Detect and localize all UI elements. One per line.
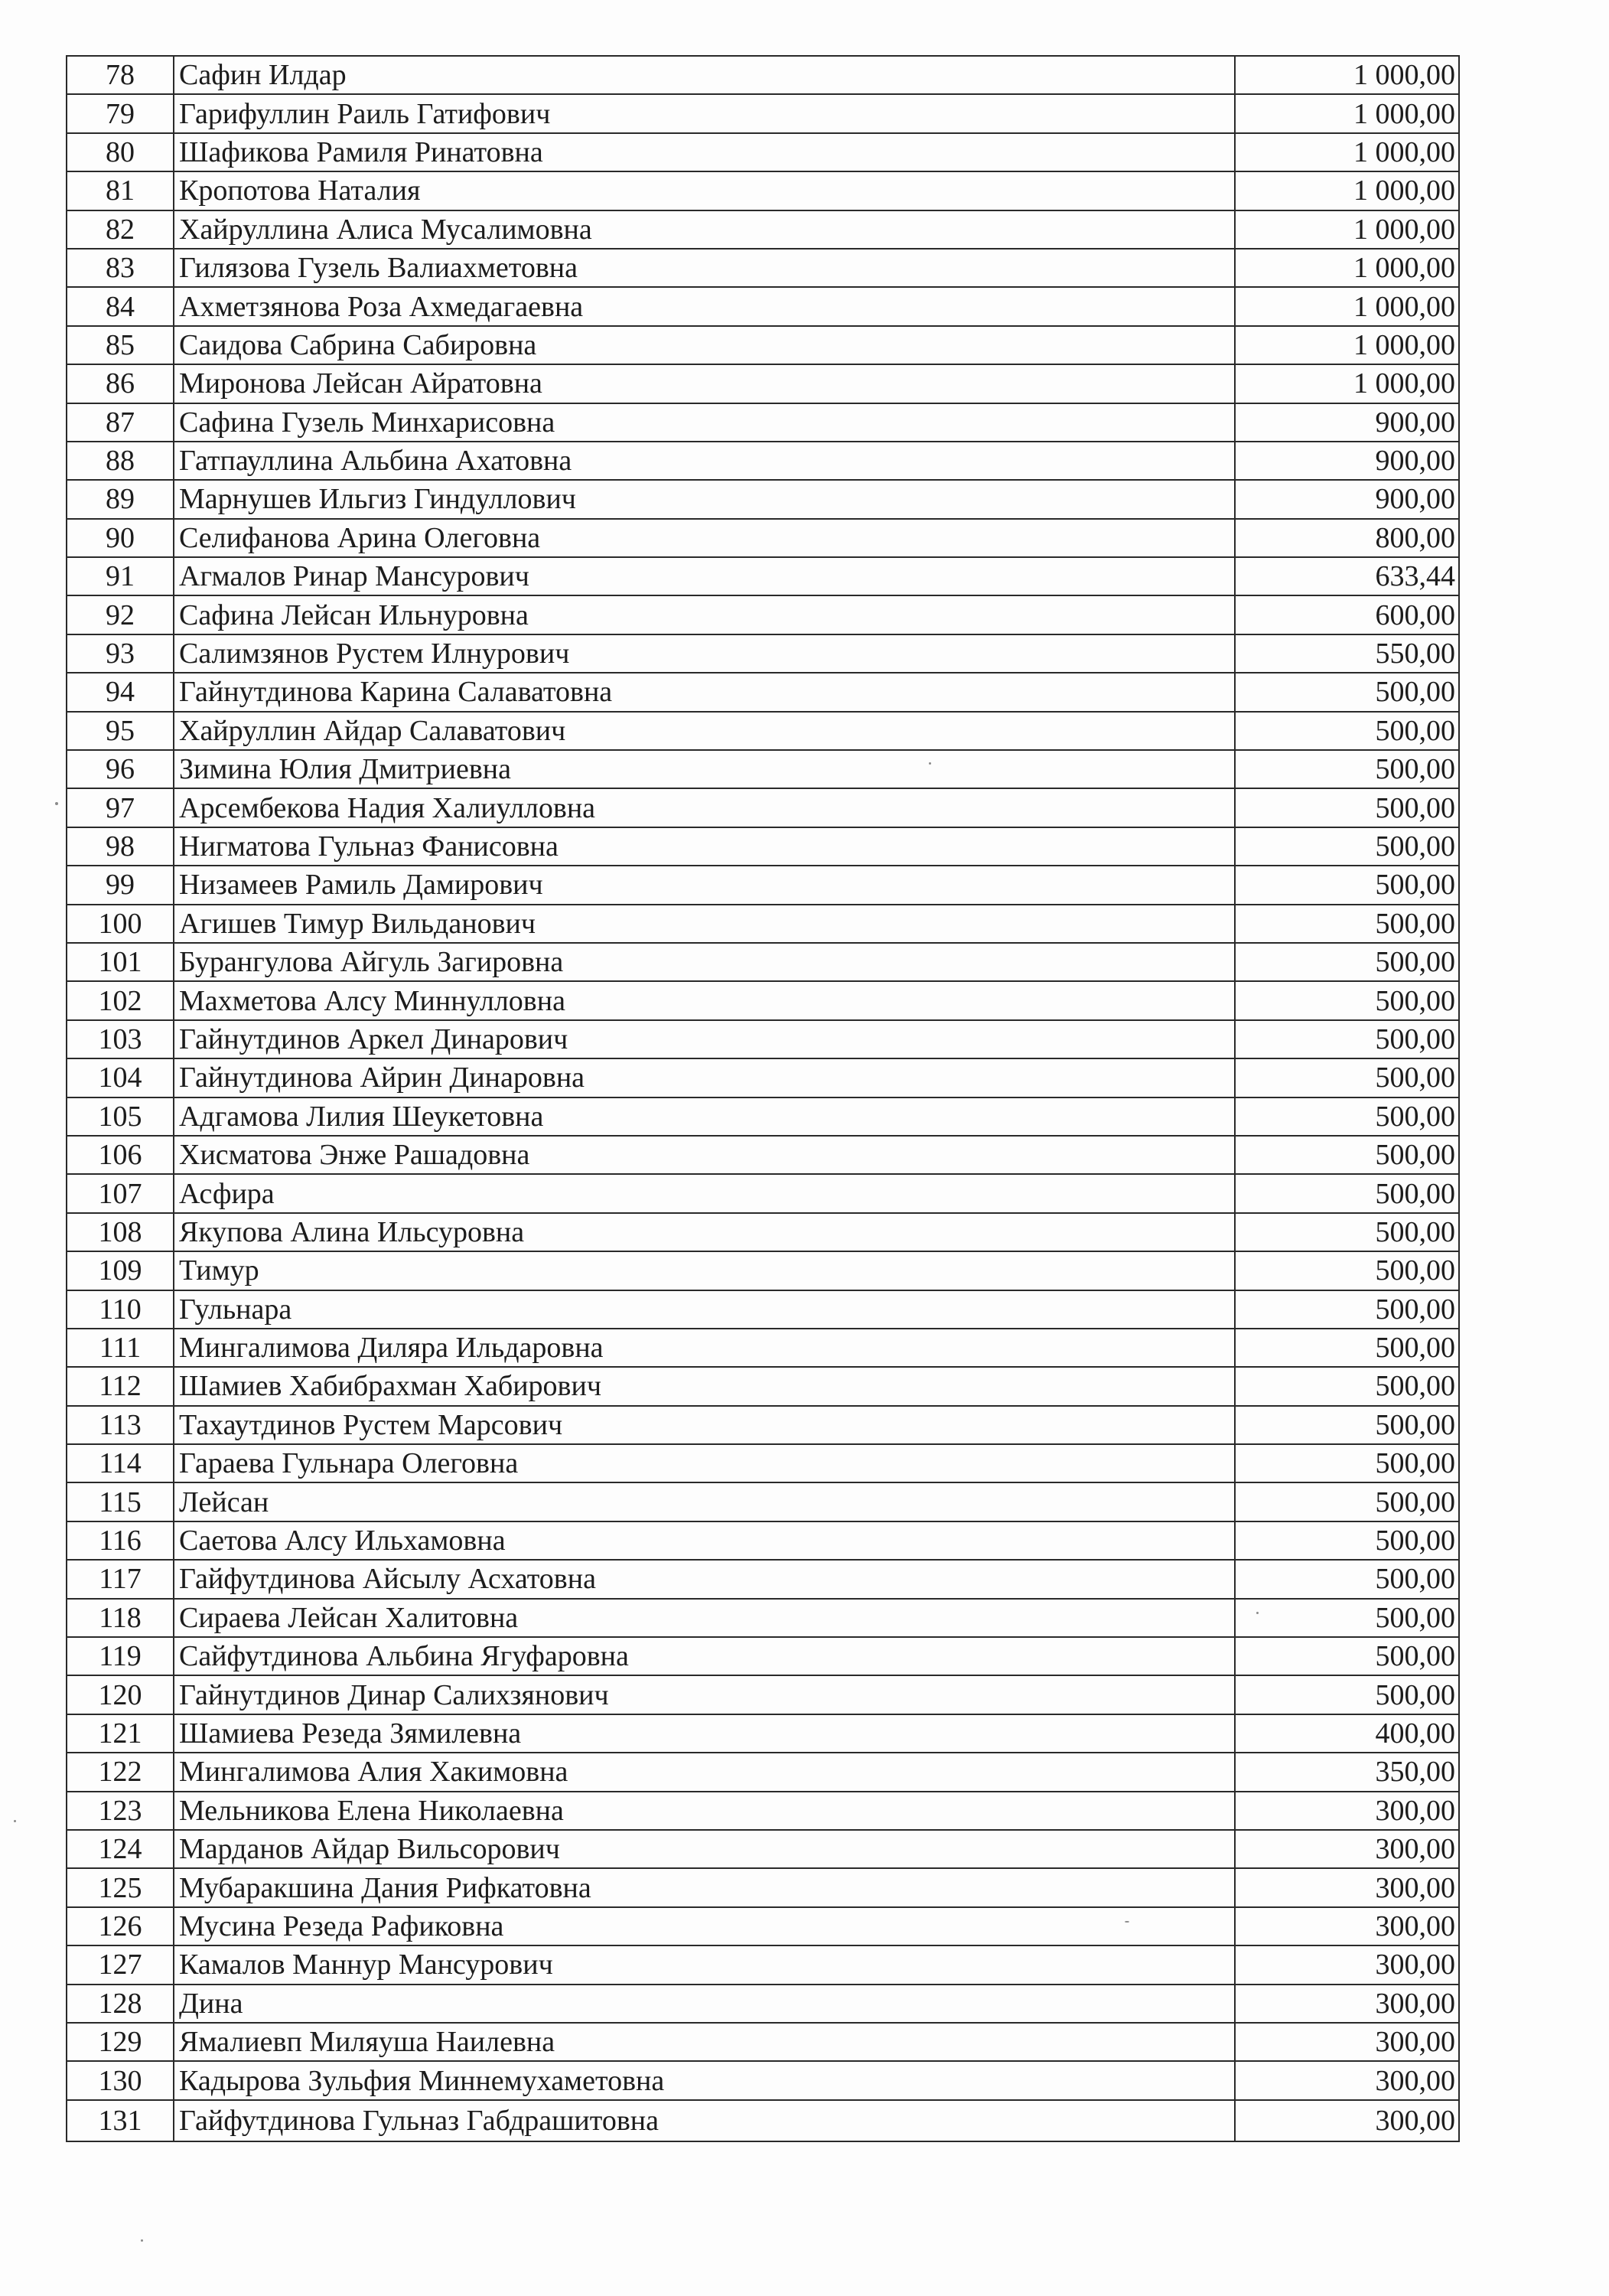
table-row xyxy=(67,442,1459,480)
donation-amount: 500,00 xyxy=(1235,827,1459,866)
row-number: 97 xyxy=(67,788,174,827)
row-number: 118 xyxy=(67,1599,174,1637)
row-number: 100 xyxy=(67,905,174,943)
donor-name: Саидова Сабрина Сабировна xyxy=(174,326,1235,364)
table-row xyxy=(67,2061,1459,2099)
donor-name: Гайнутдинов Аркел Динарович xyxy=(174,1020,1235,1058)
table-row xyxy=(67,788,1459,827)
table-row xyxy=(67,750,1459,788)
donation-amount: 1 000,00 xyxy=(1235,326,1459,364)
table-row xyxy=(67,1097,1459,1136)
donation-amount: 1 000,00 xyxy=(1235,94,1459,132)
donation-amount: 900,00 xyxy=(1235,403,1459,442)
donor-table xyxy=(66,55,1460,2142)
row-number: 124 xyxy=(67,1830,174,1868)
donor-name: Саетова Алсу Ильхамовна xyxy=(174,1521,1235,1560)
row-number: 127 xyxy=(67,1945,174,1984)
scan-speck xyxy=(929,762,931,765)
donation-amount: 300,00 xyxy=(1235,1945,1459,1984)
donation-amount: 300,00 xyxy=(1235,1830,1459,1868)
row-number: 106 xyxy=(67,1136,174,1174)
donation-amount: 500,00 xyxy=(1235,712,1459,750)
donor-name: Гатпауллина Альбина Ахатовна xyxy=(174,442,1235,480)
row-number: 88 xyxy=(67,442,174,480)
scan-speck xyxy=(141,2239,143,2242)
table-row xyxy=(67,287,1459,325)
row-number: 90 xyxy=(67,519,174,557)
row-number: 84 xyxy=(67,287,174,325)
row-number: 120 xyxy=(67,1675,174,1714)
table-row xyxy=(67,595,1459,634)
donor-name: Тахаутдинов Рустем Марсович xyxy=(174,1406,1235,1444)
donor-name: Салимзянов Рустем Илнурович xyxy=(174,634,1235,673)
table-row xyxy=(67,866,1459,904)
row-number: 112 xyxy=(67,1367,174,1405)
table-row xyxy=(67,2023,1459,2061)
donor-name: Гайнутдинова Айрин Динаровна xyxy=(174,1058,1235,1097)
row-number: 123 xyxy=(67,1792,174,1830)
donation-amount: 500,00 xyxy=(1235,750,1459,788)
donor-name: Кадырова Зульфия Миннемухаметовна xyxy=(174,2061,1235,2099)
table-row xyxy=(67,56,1459,94)
donor-name: Сафина Лейсан Ильнуровна xyxy=(174,595,1235,634)
donation-amount: 500,00 xyxy=(1235,1213,1459,1251)
donor-name: Сайфутдинова Альбина Ягуфаровна xyxy=(174,1637,1235,1675)
row-number: 128 xyxy=(67,1985,174,2023)
donation-amount: 500,00 xyxy=(1235,673,1459,711)
donation-amount: 500,00 xyxy=(1235,1020,1459,1058)
row-number: 86 xyxy=(67,364,174,403)
donation-amount: 400,00 xyxy=(1235,1714,1459,1753)
donation-amount: 500,00 xyxy=(1235,1444,1459,1482)
donor-name: Тимур xyxy=(174,1251,1235,1290)
donor-name: Ямалиевп Миляуша Наилевна xyxy=(174,2023,1235,2061)
row-number: 105 xyxy=(67,1097,174,1136)
row-number: 121 xyxy=(67,1714,174,1753)
donation-amount: 300,00 xyxy=(1235,2023,1459,2061)
table-row xyxy=(67,1637,1459,1675)
row-number: 95 xyxy=(67,712,174,750)
row-number: 94 xyxy=(67,673,174,711)
donor-name: Хайруллина Алиса Мусалимовна xyxy=(174,210,1235,249)
table-row xyxy=(67,673,1459,711)
row-number: 78 xyxy=(67,56,174,94)
donor-name: Сафина Гузель Минхарисовна xyxy=(174,403,1235,442)
table-row xyxy=(67,1560,1459,1598)
donation-amount: 1 000,00 xyxy=(1235,364,1459,403)
donor-name: Арсембекова Надия Халиулловна xyxy=(174,788,1235,827)
table-row xyxy=(67,1251,1459,1290)
donor-name: Гараева Гульнара Олеговна xyxy=(174,1444,1235,1482)
table-row xyxy=(67,1367,1459,1405)
donation-amount: 500,00 xyxy=(1235,1136,1459,1174)
table-row xyxy=(67,905,1459,943)
table-row xyxy=(67,1945,1459,1984)
donation-amount: 500,00 xyxy=(1235,905,1459,943)
row-number: 131 xyxy=(67,2100,174,2141)
table-row xyxy=(67,1329,1459,1367)
donor-name: Низамеев Рамиль Дамирович xyxy=(174,866,1235,904)
table-row xyxy=(67,94,1459,132)
row-number: 101 xyxy=(67,943,174,981)
donor-name: Дина xyxy=(174,1985,1235,2023)
donor-name: Селифанова Арина Олеговна xyxy=(174,519,1235,557)
donation-amount: 1 000,00 xyxy=(1235,287,1459,325)
table-row xyxy=(67,1020,1459,1058)
table-row xyxy=(67,712,1459,750)
row-number: 130 xyxy=(67,2061,174,2099)
scan-speck xyxy=(1256,1612,1259,1614)
donor-name: Мусина Резеда Рафиковна xyxy=(174,1907,1235,1945)
table-row xyxy=(67,403,1459,442)
row-number: 103 xyxy=(67,1020,174,1058)
row-number: 96 xyxy=(67,750,174,788)
row-number: 91 xyxy=(67,557,174,595)
donor-table-body xyxy=(67,56,1459,2141)
donation-amount: 500,00 xyxy=(1235,1406,1459,1444)
donor-name: Ахметзянова Роза Ахмедагаевна xyxy=(174,287,1235,325)
row-number: 99 xyxy=(67,866,174,904)
row-number: 83 xyxy=(67,249,174,287)
donation-amount: 500,00 xyxy=(1235,1599,1459,1637)
table-row xyxy=(67,1213,1459,1251)
table-row xyxy=(67,981,1459,1019)
table-row xyxy=(67,1792,1459,1830)
row-number: 125 xyxy=(67,1868,174,1906)
donor-name: Шафикова Рамиля Ринатовна xyxy=(174,133,1235,171)
row-number: 107 xyxy=(67,1174,174,1212)
donor-name: Якупова Алина Ильсуровна xyxy=(174,1213,1235,1251)
donation-amount: 1 000,00 xyxy=(1235,249,1459,287)
row-number: 102 xyxy=(67,981,174,1019)
donation-amount: 800,00 xyxy=(1235,519,1459,557)
table-row xyxy=(67,210,1459,249)
donor-name: Агишев Тимур Вильданович xyxy=(174,905,1235,943)
donation-amount: 300,00 xyxy=(1235,2061,1459,2099)
row-number: 116 xyxy=(67,1521,174,1560)
donation-amount: 500,00 xyxy=(1235,1560,1459,1598)
table-row xyxy=(67,557,1459,595)
donation-amount: 300,00 xyxy=(1235,2100,1459,2141)
donor-name: Марданов Айдар Вильсорович xyxy=(174,1830,1235,1868)
donor-name: Гайнутдинов Динар Салихзянович xyxy=(174,1675,1235,1714)
table-row xyxy=(67,1521,1459,1560)
donation-amount: 500,00 xyxy=(1235,1482,1459,1521)
donation-amount: 300,00 xyxy=(1235,1868,1459,1906)
table-row xyxy=(67,1907,1459,1945)
table-row xyxy=(67,1174,1459,1212)
donation-amount: 500,00 xyxy=(1235,1251,1459,1290)
row-number: 89 xyxy=(67,480,174,518)
row-number: 129 xyxy=(67,2023,174,2061)
row-number: 93 xyxy=(67,634,174,673)
row-number: 117 xyxy=(67,1560,174,1598)
donation-amount: 500,00 xyxy=(1235,943,1459,981)
table-row xyxy=(67,827,1459,866)
donor-name: Сафин Илдар xyxy=(174,56,1235,94)
row-number: 111 xyxy=(67,1329,174,1367)
donation-amount: 500,00 xyxy=(1235,1329,1459,1367)
donor-name: Нигматова Гульназ Фанисовна xyxy=(174,827,1235,866)
donor-name: Хайруллин Айдар Салаватович xyxy=(174,712,1235,750)
donation-amount: 500,00 xyxy=(1235,788,1459,827)
row-number: 113 xyxy=(67,1406,174,1444)
row-number: 104 xyxy=(67,1058,174,1097)
row-number: 82 xyxy=(67,210,174,249)
donation-amount: 500,00 xyxy=(1235,1367,1459,1405)
row-number: 109 xyxy=(67,1251,174,1290)
donor-name: Адгамова Лилия Шеукетовна xyxy=(174,1097,1235,1136)
scan-speck xyxy=(1125,1921,1129,1923)
donor-name: Мельникова Елена Николаевна xyxy=(174,1792,1235,1830)
row-number: 79 xyxy=(67,94,174,132)
donation-amount: 500,00 xyxy=(1235,1097,1459,1136)
donation-amount: 900,00 xyxy=(1235,442,1459,480)
table-row xyxy=(67,1444,1459,1482)
donor-name: Зимина Юлия Дмитриевна xyxy=(174,750,1235,788)
row-number: 126 xyxy=(67,1907,174,1945)
table-row xyxy=(67,519,1459,557)
donation-amount: 1 000,00 xyxy=(1235,56,1459,94)
table-row xyxy=(67,133,1459,171)
row-number: 114 xyxy=(67,1444,174,1482)
donor-name: Мингалимова Алия Хакимовна xyxy=(174,1753,1235,1791)
donation-amount: 350,00 xyxy=(1235,1753,1459,1791)
donation-amount: 500,00 xyxy=(1235,866,1459,904)
row-number: 110 xyxy=(67,1290,174,1329)
table-row xyxy=(67,1136,1459,1174)
donation-amount: 600,00 xyxy=(1235,595,1459,634)
scan-speck xyxy=(14,1820,16,1822)
row-number: 122 xyxy=(67,1753,174,1791)
table-row xyxy=(67,1985,1459,2023)
table-row xyxy=(67,1830,1459,1868)
donor-name: Агмалов Ринар Мансурович xyxy=(174,557,1235,595)
donor-name: Хисматова Энже Рашадовна xyxy=(174,1136,1235,1174)
table-row xyxy=(67,1058,1459,1097)
donation-amount: 1 000,00 xyxy=(1235,171,1459,210)
donor-name: Гарифуллин Раиль Гатифович xyxy=(174,94,1235,132)
table-row xyxy=(67,2100,1459,2141)
table-row xyxy=(67,634,1459,673)
table-row xyxy=(67,249,1459,287)
row-number: 115 xyxy=(67,1482,174,1521)
donor-name: Гайфутдинова Айсылу Асхатовна xyxy=(174,1560,1235,1598)
scan-speck xyxy=(55,802,58,805)
donation-amount: 1 000,00 xyxy=(1235,210,1459,249)
table-row xyxy=(67,1868,1459,1906)
donor-name: Марнушев Ильгиз Гиндуллович xyxy=(174,480,1235,518)
donor-name: Гайфутдинова Гульназ Габдрашитовна xyxy=(174,2100,1235,2141)
donation-amount: 500,00 xyxy=(1235,1174,1459,1212)
donation-amount: 500,00 xyxy=(1235,1675,1459,1714)
table-row xyxy=(67,171,1459,210)
donor-name: Шамиева Резеда Зямилевна xyxy=(174,1714,1235,1753)
donor-name: Асфира xyxy=(174,1174,1235,1212)
row-number: 85 xyxy=(67,326,174,364)
donation-amount: 500,00 xyxy=(1235,1058,1459,1097)
donor-name: Бурангулова Айгуль Загировна xyxy=(174,943,1235,981)
table-row xyxy=(67,1714,1459,1753)
donation-amount: 500,00 xyxy=(1235,1637,1459,1675)
row-number: 80 xyxy=(67,133,174,171)
table-row xyxy=(67,364,1459,403)
donation-amount: 500,00 xyxy=(1235,1290,1459,1329)
table-row xyxy=(67,1599,1459,1637)
donor-name: Камалов Маннур Мансурович xyxy=(174,1945,1235,1984)
row-number: 108 xyxy=(67,1213,174,1251)
row-number: 81 xyxy=(67,171,174,210)
table-row xyxy=(67,1406,1459,1444)
donation-amount: 500,00 xyxy=(1235,1521,1459,1560)
row-number: 87 xyxy=(67,403,174,442)
row-number: 98 xyxy=(67,827,174,866)
donor-name: Шамиев Хабибрахман Хабирович xyxy=(174,1367,1235,1405)
donation-amount: 900,00 xyxy=(1235,480,1459,518)
donor-name: Сираева Лейсан Халитовна xyxy=(174,1599,1235,1637)
donor-name: Гилязова Гузель Валиахметовна xyxy=(174,249,1235,287)
donation-amount: 1 000,00 xyxy=(1235,133,1459,171)
donation-amount: 500,00 xyxy=(1235,981,1459,1019)
table-row xyxy=(67,1482,1459,1521)
donor-name: Кропотова Наталия xyxy=(174,171,1235,210)
donation-amount: 633,44 xyxy=(1235,557,1459,595)
table-row xyxy=(67,1753,1459,1791)
table-row xyxy=(67,943,1459,981)
donor-name: Мингалимова Диляра Ильдаровна xyxy=(174,1329,1235,1367)
donor-name: Мубаракшина Дания Рифкатовна xyxy=(174,1868,1235,1906)
donation-amount: 300,00 xyxy=(1235,1792,1459,1830)
table-row xyxy=(67,480,1459,518)
donor-name: Миронова Лейсан Айратовна xyxy=(174,364,1235,403)
donation-amount: 550,00 xyxy=(1235,634,1459,673)
donation-amount: 300,00 xyxy=(1235,1907,1459,1945)
row-number: 119 xyxy=(67,1637,174,1675)
table-row xyxy=(67,326,1459,364)
table-row xyxy=(67,1675,1459,1714)
donor-name: Гайнутдинова Карина Салаватовна xyxy=(174,673,1235,711)
donation-amount: 300,00 xyxy=(1235,1985,1459,2023)
donor-name: Гульнара xyxy=(174,1290,1235,1329)
donor-name: Лейсан xyxy=(174,1482,1235,1521)
donor-name: Махметова Алсу Миннулловна xyxy=(174,981,1235,1019)
table-row xyxy=(67,1290,1459,1329)
row-number: 92 xyxy=(67,595,174,634)
